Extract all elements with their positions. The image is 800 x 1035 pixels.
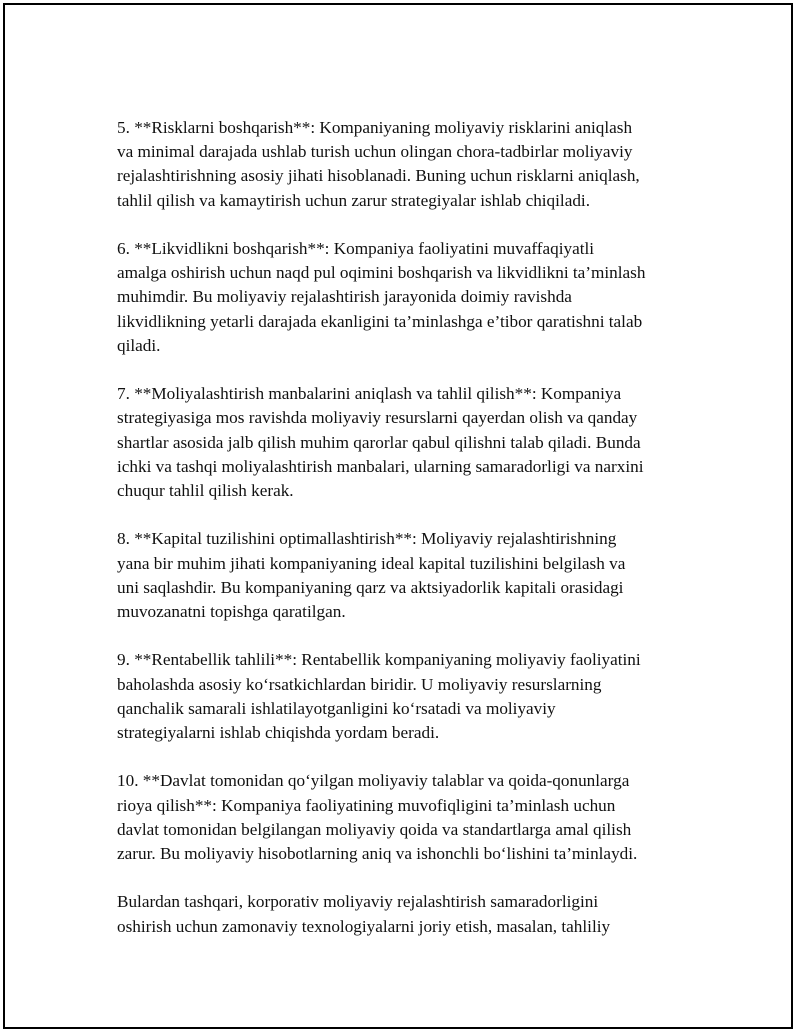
text-line: baholashda asosiy ko‘rsatkichlardan biridir. U moliyaviy resurslarning [117, 674, 602, 694]
text-line: 9. **Rentabellik tahlili**: Rentabellik kompaniyaning moliyaviy faoliyatini [117, 650, 641, 670]
paragraph-profitability-analysis [117, 648, 697, 745]
paragraph-capital-structure [117, 527, 697, 624]
text-line: 8. **Kapital tuzilishini optimallashtirish**: Moliyaviy rejalashtirishning [117, 529, 617, 549]
paragraph-liquidity-management [117, 237, 697, 358]
text-line: Bulardan tashqari, korporativ moliyaviy rejalashtirish samaradorligini [117, 892, 599, 912]
text-line: va minimal darajada ushlab turish uchun olingan chora-tadbirlar moliyaviy [117, 142, 633, 162]
text-line: 6. **Likvidlikni boshqarish**: Kompaniya faoliyatini muvaffaqiyatli [117, 239, 595, 258]
text-line: muvozanatni topishga qaratilgan. [117, 602, 346, 622]
document-body [117, 116, 697, 963]
text-line: strategiyalarni ishlab chiqishda yordam beradi. [117, 723, 440, 743]
text-line: rioya qilish**: Kompaniya faoliyatining muvofiqligini ta’minlash uchun [117, 795, 616, 815]
text-line: oshirish uchun zamonaviy texnologiyalarni joriy etish, masalan, tahliliy [117, 916, 611, 936]
text-line: 7. **Moliyalashtirish manbalarini aniqlash va tahlil qilish**: Kompaniya [117, 384, 622, 404]
text-line: 10. **Davlat tomonidan qo‘yilgan moliyaviy talablar va qoida-qonunlarga [117, 771, 630, 791]
paragraph-financing-sources [117, 382, 697, 503]
text-line: qiladi. [117, 335, 161, 355]
text-line: uni saqlashdir. Bu kompaniyaning qarz va aktsiyadorlik kapitali orasidagi [117, 577, 624, 597]
paragraph-closing [117, 890, 697, 938]
text-line: amalga oshirish uchun naqd pul oqimini boshqarish va likvidlikni ta’minlash [117, 263, 646, 283]
text-line: chuqur tahlil qilish kerak. [117, 481, 294, 501]
paragraph-risk-management [117, 116, 697, 213]
text-line: shartlar asosida jalb qilish muhim qarorlar qabul qilishni talab qiladi. Bunda [117, 432, 641, 452]
text-line: ichki va tashqi moliyalashtirish manbalari, ularning samaradorligi va narxini [117, 456, 644, 476]
text-line: yana bir muhim jihati kompaniyaning ideal kapital tuzilishini belgilash va [117, 553, 626, 573]
text-line: strategiyasiga mos ravishda moliyaviy resurslarni qayerdan olish va qanday [117, 408, 638, 428]
text-line: muhimdir. Bu moliyaviy rejalashtirish jarayonida doimiy ravishda [117, 287, 572, 307]
text-line: zarur. Bu moliyaviy hisobotlarning aniq va ishonchli bo‘lishini ta’minlaydi. [117, 844, 638, 864]
text-line: rejalashtirishning asosiy jihati hisoblanadi. Buning uchun risklarni aniqlash, [117, 166, 640, 186]
text-line: 5. **Risklarni boshqarish**: Kompaniyaning moliyaviy risklarini aniqlash [117, 118, 633, 137]
text-line: likvidlikning yetarli darajada ekanligini ta’minlashga e’tibor qaratishni talab [117, 311, 643, 331]
text-line: davlat tomonidan belgilangan moliyaviy qoida va standartlarga amal qilish [117, 819, 632, 839]
paragraph-regulatory-compliance [117, 769, 697, 866]
text-line: tahlil qilish va kamaytirish uchun zarur strategiyalar ishlab chiqiladi. [117, 190, 591, 210]
text-line: qanchalik samarali ishlatilayotganligini ko‘rsatadi va moliyaviy [117, 698, 556, 718]
